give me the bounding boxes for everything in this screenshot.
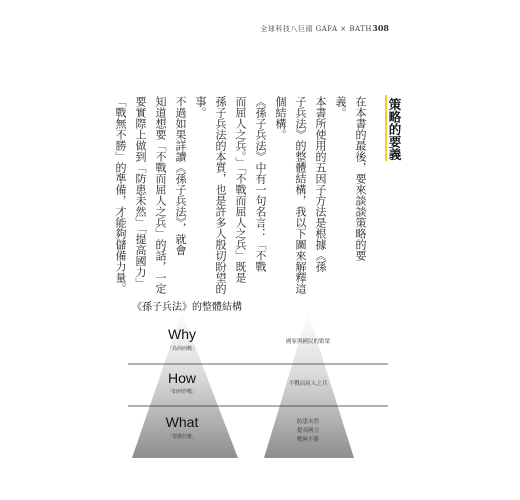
how-label: How: [167, 370, 196, 386]
body-column: 不過如果詳讀《孫子兵法》，就會: [174, 96, 187, 256]
body-column: 在本書的最後，要來談談策略的要: [354, 96, 367, 261]
body-column: 知道想要「不戰而屈人之兵」的話，一定: [154, 96, 167, 294]
diagram-title: 《孫子兵法》的整體結構: [132, 302, 242, 313]
running-head: 全球科技八巨頭 GAFA × BATH: [260, 25, 372, 33]
what-right-item: 戰無不勝: [296, 437, 319, 443]
section-title: 策略的要義: [387, 98, 402, 161]
why-right-label: 國家與國民的繁榮: [285, 339, 330, 345]
body-column: 事。: [194, 96, 207, 118]
what-right-labels: [268, 418, 348, 445]
structure-diagram: [128, 310, 388, 460]
what-right-item: 防患未然: [296, 419, 319, 425]
body-column: 子兵法》的整體結構，我以下圖來解釋這: [294, 96, 307, 294]
what-right-item: 提高國力: [296, 428, 319, 434]
why-label: Why: [168, 326, 196, 342]
page-number: 308: [372, 23, 389, 33]
body-column: 《孫子兵法》中有一句名言：「不戰: [254, 96, 267, 272]
body-text: [110, 96, 370, 306]
how-right-label: 不戰而屈人之兵: [288, 381, 328, 387]
body-column: 而屈人之兵。」「不戰而屈人之兵」既是: [234, 96, 247, 283]
body-column: 本書所使用的五因子方法是根據《孫: [314, 96, 327, 272]
why-sublabel: 「為何而戰」: [166, 346, 197, 352]
body-column: 孫子兵法的本質，也是許多人殷切盼望的: [214, 96, 227, 294]
what-label: What: [165, 414, 199, 430]
how-sublabel: 「如何作戰」: [166, 389, 197, 395]
body-column: 個結構。: [274, 96, 287, 140]
body-column: 「戰無不勝」的準備，才能夠儲備力量。: [114, 96, 127, 294]
page-header: [0, 20, 520, 40]
body-column: 要實際上做到「防患未然」「提高國力」: [134, 96, 147, 289]
body-column: 義。: [334, 96, 347, 118]
what-sublabel: 「要做什麼」: [166, 434, 197, 440]
